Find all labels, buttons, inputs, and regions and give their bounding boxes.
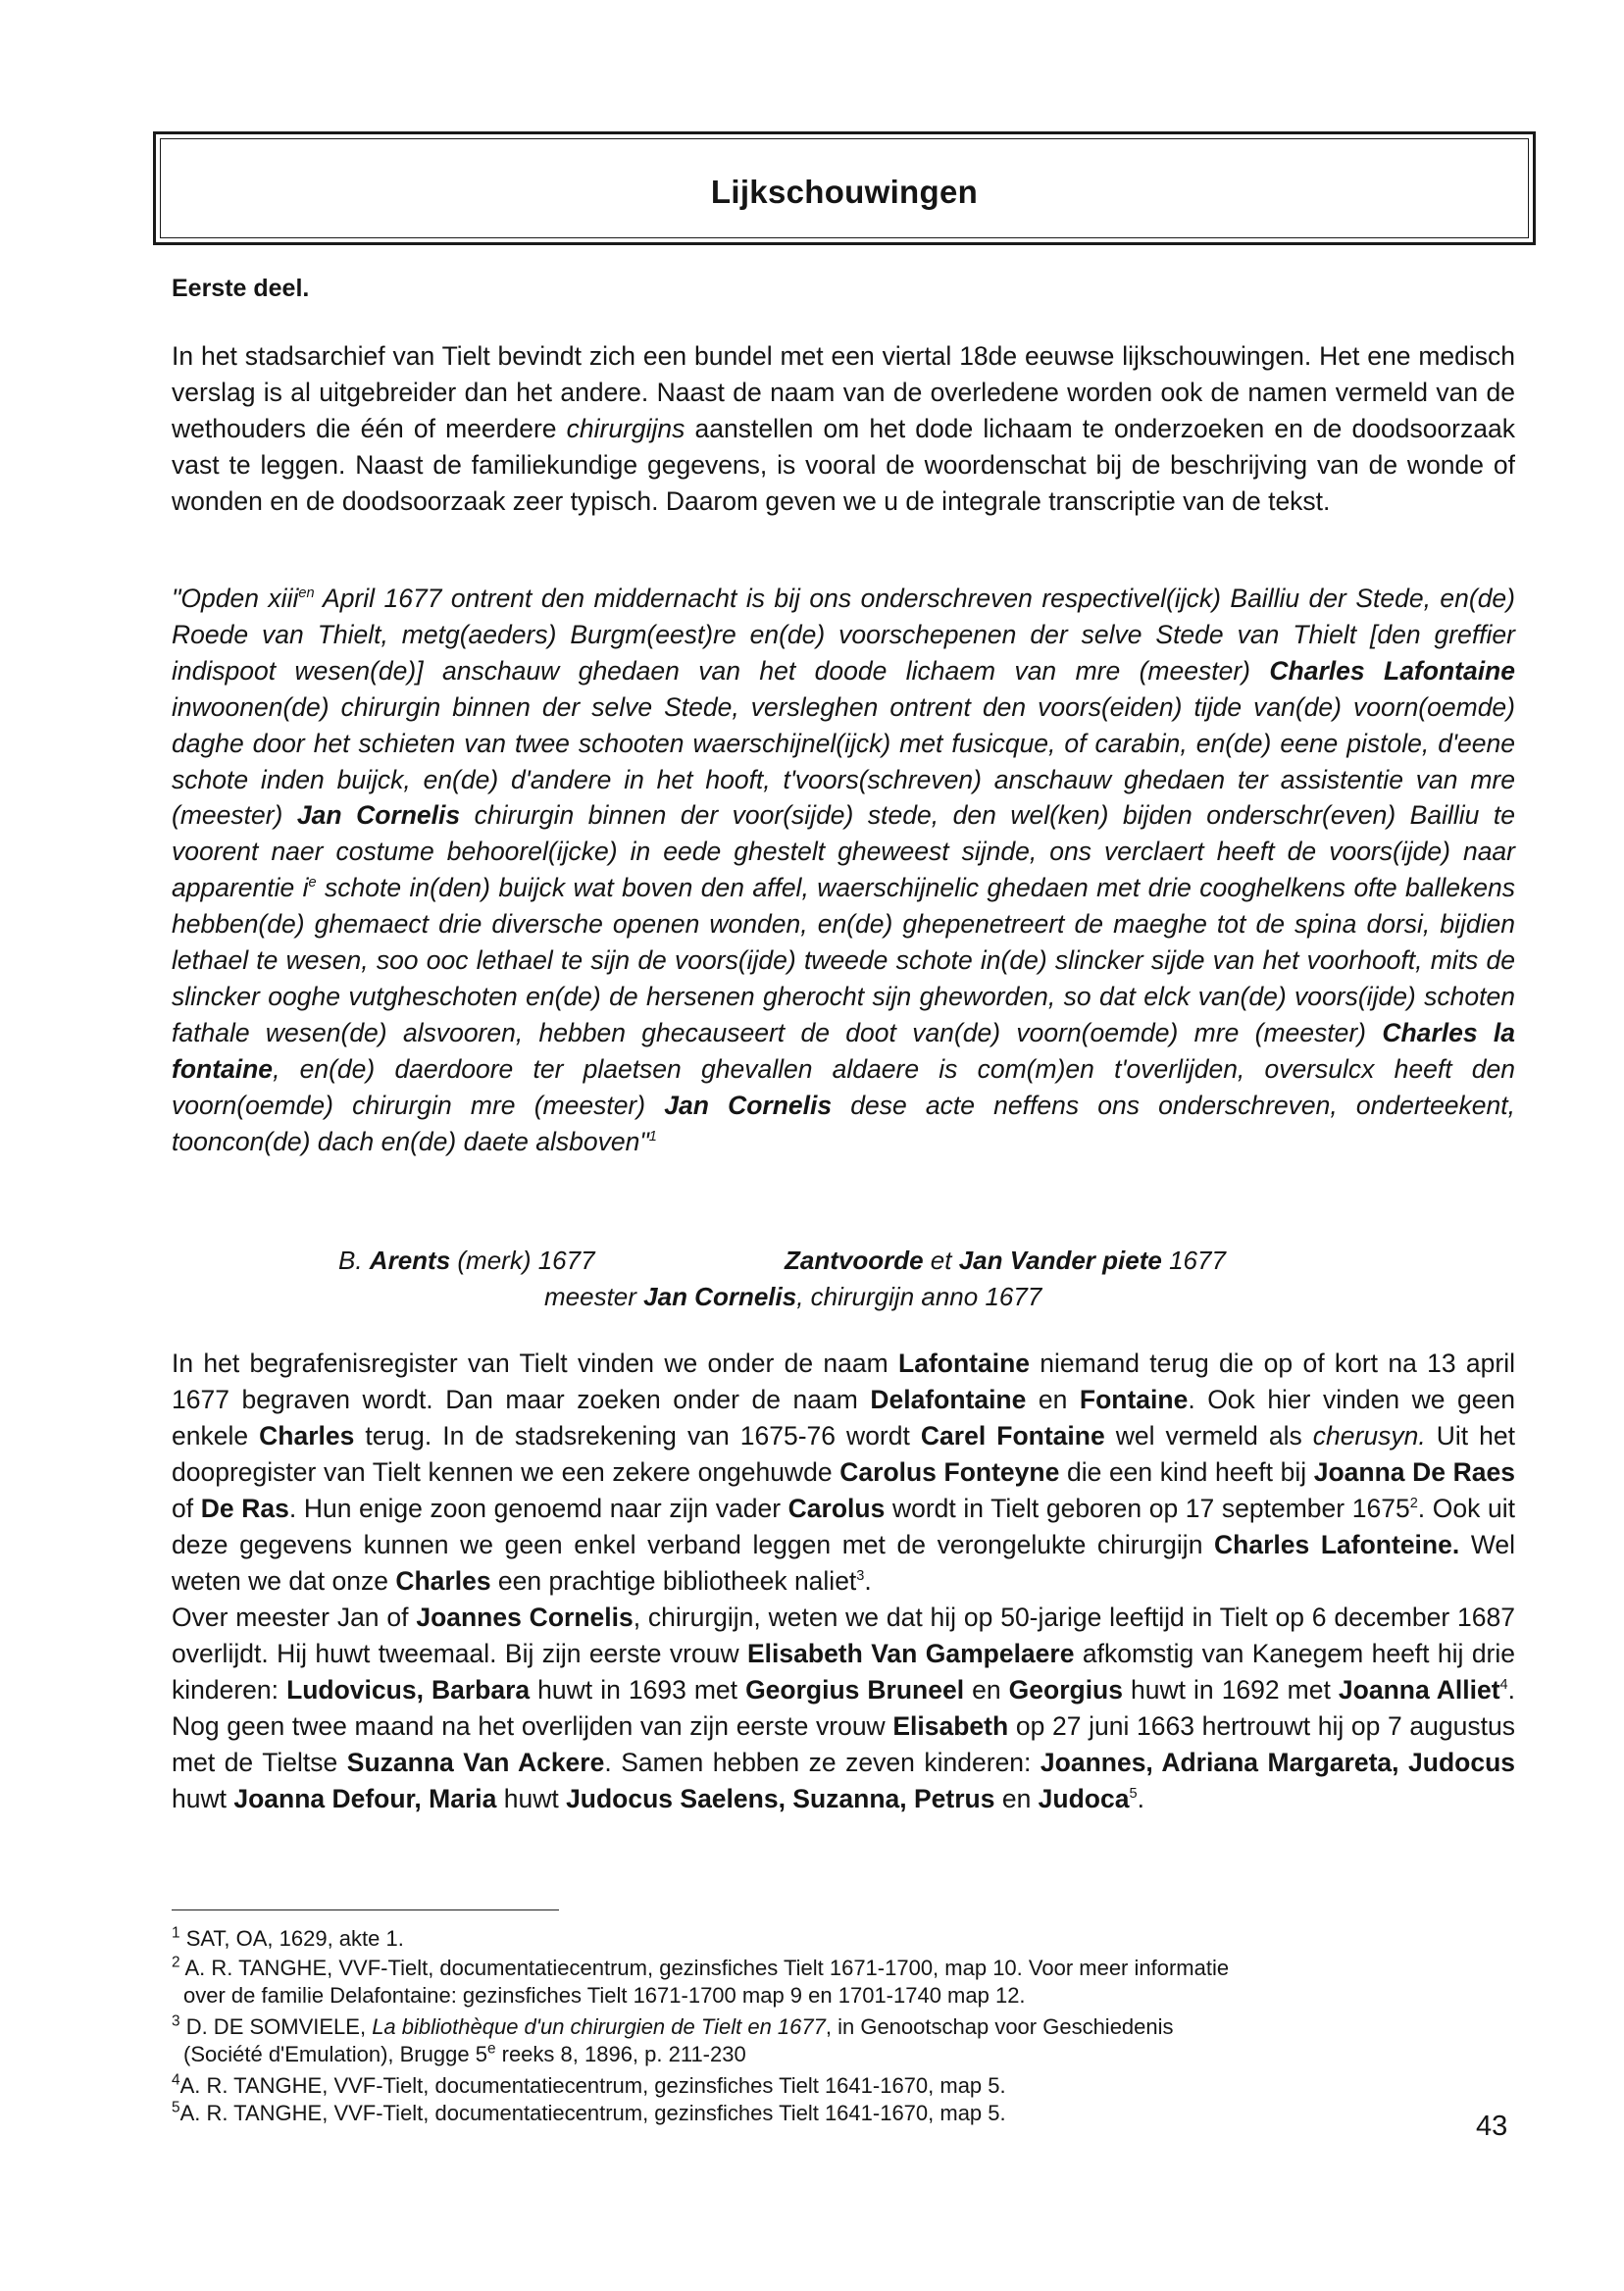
person-name: Suzanna Van Ackere bbox=[346, 1748, 605, 1777]
person-name: Elisabeth bbox=[892, 1711, 1009, 1741]
text-run: , chirurgijn, weten we dat hij op 50-jarige leeftijd in Tielt op 6 december 1687 overlijdt. Hij huwt tweemaal. Bij zijn eerste vrouw bbox=[172, 1603, 1515, 1668]
text-run: et bbox=[923, 1246, 959, 1275]
person-name: Joanna Defour, Maria bbox=[233, 1784, 497, 1813]
footnote-text: A. R. TANGHE, VVF-Tielt, documentatiecentrum, gezinsfiches Tielt 1671-1700, map 10. Voor meer informatie bbox=[184, 1956, 1230, 1980]
text-run: . Samen hebben ze zeven kinderen: bbox=[604, 1748, 1040, 1777]
page-number: 43 bbox=[1476, 2111, 1508, 2142]
signature-arents bbox=[338, 1246, 595, 1276]
person-name: Joannes, Adriana Margareta, Judocus bbox=[1040, 1748, 1516, 1777]
person-name: Charles la fontaine bbox=[172, 1017, 1515, 1084]
footnote-text: A. R. TANGHE, VVF-Tielt, documentatiecentrum, gezinsfiches Tielt 1641-1670, map 5. bbox=[179, 2073, 1006, 2098]
footnote-5 bbox=[172, 2100, 1515, 2127]
text-run: . bbox=[864, 1566, 872, 1596]
footnote-book-title: La bibliothèque d'un chirurgien de Tielt en 1677 bbox=[372, 2014, 826, 2039]
text-run: huwt in 1693 met bbox=[530, 1675, 746, 1705]
text-run: . bbox=[1137, 1784, 1144, 1813]
text-run: 1677 bbox=[1161, 1246, 1226, 1275]
person-name: Lafontaine bbox=[898, 1349, 1030, 1378]
text-run: huwt bbox=[172, 1784, 234, 1813]
text-run: dese acte neffens ons onderschreven, onderteekent, tooncon(de) dach en(de) daete alsboven" bbox=[172, 1090, 1515, 1156]
person-name: Joanna De Raes bbox=[1313, 1457, 1515, 1487]
person-name: Zantvoorde bbox=[785, 1246, 924, 1275]
footnote-text: over de familie Delafontaine: gezinsfiches Tielt 1671-1700 map 9 en 1701-1740 map 12. bbox=[183, 1983, 1026, 2008]
text-run: April 1677 ontrent den middernacht is bij ons onderschreven respectivel(ijck) Bailliu der Stede, en(de) Roede van Thielt, metg(aeders) Burgm(eest)re en(de) voorschepenen der selve Stede van Thielt [den greffier indispoot wesen(de)] anschauw ghedaen van het doode lichaem van mre (meester) bbox=[172, 584, 1515, 686]
footnote-text: , in Genootschap voor Geschiedenis bbox=[825, 2014, 1174, 2039]
person-name: Elisabeth Van Gampelaere bbox=[747, 1639, 1075, 1668]
text-run: huwt bbox=[496, 1784, 567, 1813]
footnote-number: 1 bbox=[172, 1924, 180, 1942]
research-paragraph bbox=[172, 1346, 1515, 1817]
text-run: Uit het doopregister van Tielt kennen we een zekere ongehuwde bbox=[172, 1421, 1516, 1487]
text-run: . Ook uit deze gegevens kunnen we geen enkel verband leggen met de verongelukte chirurgijn bbox=[172, 1494, 1515, 1559]
text-run: terug. In de stadsrekening van 1675-76 wordt bbox=[354, 1421, 921, 1451]
person-name: Joanna Alliet bbox=[1338, 1675, 1500, 1705]
text-run: . Hun enige zoon genoemd naar zijn vader bbox=[288, 1494, 788, 1523]
text-run: en bbox=[994, 1784, 1039, 1813]
footnote-ref: 2 bbox=[1409, 1496, 1418, 1512]
footnote-ref: 1 bbox=[648, 1128, 657, 1145]
person-name: Arents bbox=[369, 1246, 451, 1275]
person-name: Judocus Saelens, Suzanna, Petrus bbox=[566, 1784, 995, 1813]
person-name: Joannes Cornelis bbox=[416, 1603, 634, 1632]
person-name: Carel Fontaine bbox=[920, 1421, 1105, 1451]
text-run: op 27 juni 1663 hertrouwt hij op 7 augustus met de Tieltse bbox=[172, 1711, 1515, 1777]
footnote-text: A. R. TANGHE, VVF-Tielt, documentatiecentrum, gezinsfiches Tielt 1641-1670, map 5. bbox=[179, 2101, 1006, 2125]
footnote-text: reeks 8, 1896, p. 211-230 bbox=[495, 2042, 746, 2066]
superscript: e bbox=[308, 875, 317, 891]
person-name: Fontaine bbox=[1079, 1385, 1189, 1414]
superscript: en bbox=[298, 585, 315, 602]
text-run: , chirurgijn anno 1677 bbox=[796, 1282, 1042, 1311]
footnote-text: D. DE SOMVIELE, bbox=[185, 2014, 373, 2039]
text-run: en bbox=[1026, 1385, 1080, 1414]
person-name: Delafontaine bbox=[870, 1385, 1027, 1414]
text-run: en bbox=[964, 1675, 1009, 1705]
footnote-2 bbox=[172, 1955, 1515, 2010]
text-run: wel vermeld als bbox=[1104, 1421, 1313, 1451]
text-run: niemand terug die op of kort na 13 april 1677 begraven wordt. Dan maar zoeken onder de naam bbox=[172, 1349, 1516, 1414]
person-name: Jan Cornelis bbox=[643, 1282, 797, 1311]
text-run: chirurgin binnen der voor(sijde) stede, den wel(ken) bijden onderschr(even) Bailliu te voorent naer costume behoorel(ijcke) in eede ghestelt gheweest sijnde, ons verclaert heeft de voors(ijde) naar apparentie i bbox=[172, 800, 1515, 903]
footnote-3 bbox=[172, 2013, 1515, 2068]
text-run: , en(de) daerdoore ter plaetsen ghevallen aldaere is com(m)en t'overlijden, oversulcx heeft den voorn(oemde) chirurgin mre (meester) bbox=[172, 1053, 1515, 1120]
person-name: Charles bbox=[259, 1421, 355, 1451]
person-name: Jan Cornelis bbox=[296, 800, 461, 831]
text-run: inwoonen(de) chirurgin binnen der selve Stede, versleghen ontrent den voors(eiden) tijde van(de) voorn(oemde) daghe door het schieten van twee schooten waerschijnel(ijck) met fusicque, of carabin, en(de) eene pistole, d'eene schote inden buijck, en(de) d'andere in het hooft, t'voors(schreven) anschauw ghedaen ter assistentie van mre (meester) bbox=[172, 691, 1515, 831]
person-name: De Ras bbox=[200, 1494, 289, 1523]
footnote-number: 3 bbox=[172, 2012, 180, 2030]
person-name: Judoca bbox=[1038, 1784, 1130, 1813]
footnote-text: SAT, OA, 1629, akte 1. bbox=[185, 1926, 404, 1951]
transcription-quote bbox=[172, 581, 1515, 1160]
title-frame bbox=[153, 131, 1536, 245]
text-run: die een kind heeft bij bbox=[1059, 1457, 1314, 1487]
signature-cornelis bbox=[544, 1282, 1041, 1312]
footnote-ref: 5 bbox=[1129, 1786, 1138, 1803]
text-run: "Opden xiii bbox=[172, 584, 299, 613]
footnote-text: (Société d'Emulation), Brugge 5 bbox=[183, 2042, 487, 2066]
footnote-ref: 3 bbox=[856, 1568, 865, 1585]
italic-term: chirurgijns bbox=[566, 414, 685, 443]
person-name: Ludovicus, Barbara bbox=[286, 1675, 531, 1705]
text-run: aanstellen om het dode lichaam te onderzoeken en de doodsoorzaak vast te leggen. Naast de familiekundige gegevens, is vooral de woordenschat bij de beschrijving van de wonde of wonden en de doodsoorzaak zeer typisch. Daarom geven we u de integrale transcriptie van de tekst. bbox=[172, 414, 1515, 516]
person-name: Carolus Fonteyne bbox=[839, 1457, 1060, 1487]
footnote-divider bbox=[172, 1909, 559, 1910]
text-run: In het stadsarchief van Tielt bevindt zich een bundel met een viertal 18de eeuwse lijkschouwingen. Het ene medisch verslag is al uitgebreider dan het andere. Naast de naam van de overledene worden ook de namen vermeld van de wethouders die één of meerdere bbox=[172, 341, 1515, 443]
text-run: . Ook hier vinden we geen enkele bbox=[172, 1385, 1515, 1451]
text-run: . Nog geen twee maand na het overlijden van zijn eerste vrouw bbox=[172, 1675, 1516, 1741]
person-name: Jan Vander piete bbox=[958, 1246, 1162, 1275]
text-run: B. bbox=[338, 1246, 370, 1275]
intro-paragraph bbox=[172, 338, 1515, 520]
person-name: Georgius bbox=[1008, 1675, 1123, 1705]
footnote-1 bbox=[172, 1925, 1515, 1953]
text-run: (merk) 1677 bbox=[450, 1246, 595, 1275]
person-name: Charles Lafonteine. bbox=[1214, 1530, 1460, 1559]
text-run: In het begrafenisregister van Tielt vinden we onder de naam bbox=[172, 1349, 899, 1378]
footnote-number: 2 bbox=[172, 1954, 180, 1971]
text-run: meester bbox=[544, 1282, 644, 1311]
person-name: Charles bbox=[395, 1566, 491, 1596]
footnote-4 bbox=[172, 2072, 1515, 2100]
signature-zantvoorde bbox=[785, 1246, 1226, 1276]
italic-term: cherusyn. bbox=[1312, 1421, 1426, 1451]
superscript: e bbox=[486, 2040, 496, 2058]
text-run: schote in(den) buijck wat boven den affel, waerschijnelic ghedaen met drie cooghelkens ofte ballekens hebben(de) ghemaect drie diversche openen wonden, en(de) ghepenetreert de maeghe tot de spina dorsi, bijdien lethael te wesen, soo ooc lethael te sijn de voors(ijde) tweede schote in(de) slincker sijde van het voorhooft, mits de slincker ooghe vutgheschoten en(de) de hersenen gherocht sijn gheworden, so dat elck van(de) voors(ijde) schoten fathale wesen(de) alsvooren, hebben ghecauseert de doot van(de) voorn(oemde) mre (meester) bbox=[172, 873, 1515, 1047]
text-run: Wel weten we dat onze bbox=[172, 1530, 1515, 1596]
page-title: Lijkschouwingen bbox=[710, 174, 979, 210]
person-name: Georgius Bruneel bbox=[745, 1675, 965, 1705]
person-name: Jan Cornelis bbox=[664, 1090, 833, 1120]
person-name: Charles Lafontaine bbox=[1269, 655, 1515, 686]
text-run: wordt in Tielt geboren op 17 september 1675 bbox=[885, 1494, 1410, 1523]
footnote-number: 4 bbox=[172, 2071, 180, 2089]
text-run: afkomstig van Kanegem heeft hij drie kinderen: bbox=[172, 1639, 1516, 1705]
text-run: huwt in 1692 met bbox=[1122, 1675, 1339, 1705]
text-run: een prachtige bibliotheek naliet bbox=[490, 1566, 857, 1596]
text-run: Over meester Jan of bbox=[172, 1603, 417, 1632]
text-run: of bbox=[172, 1494, 201, 1523]
footnote-ref: 4 bbox=[1499, 1677, 1508, 1694]
footnote-number: 5 bbox=[172, 2099, 180, 2116]
section-heading: Eerste deel. bbox=[172, 275, 310, 302]
person-name: Carolus bbox=[787, 1494, 886, 1523]
